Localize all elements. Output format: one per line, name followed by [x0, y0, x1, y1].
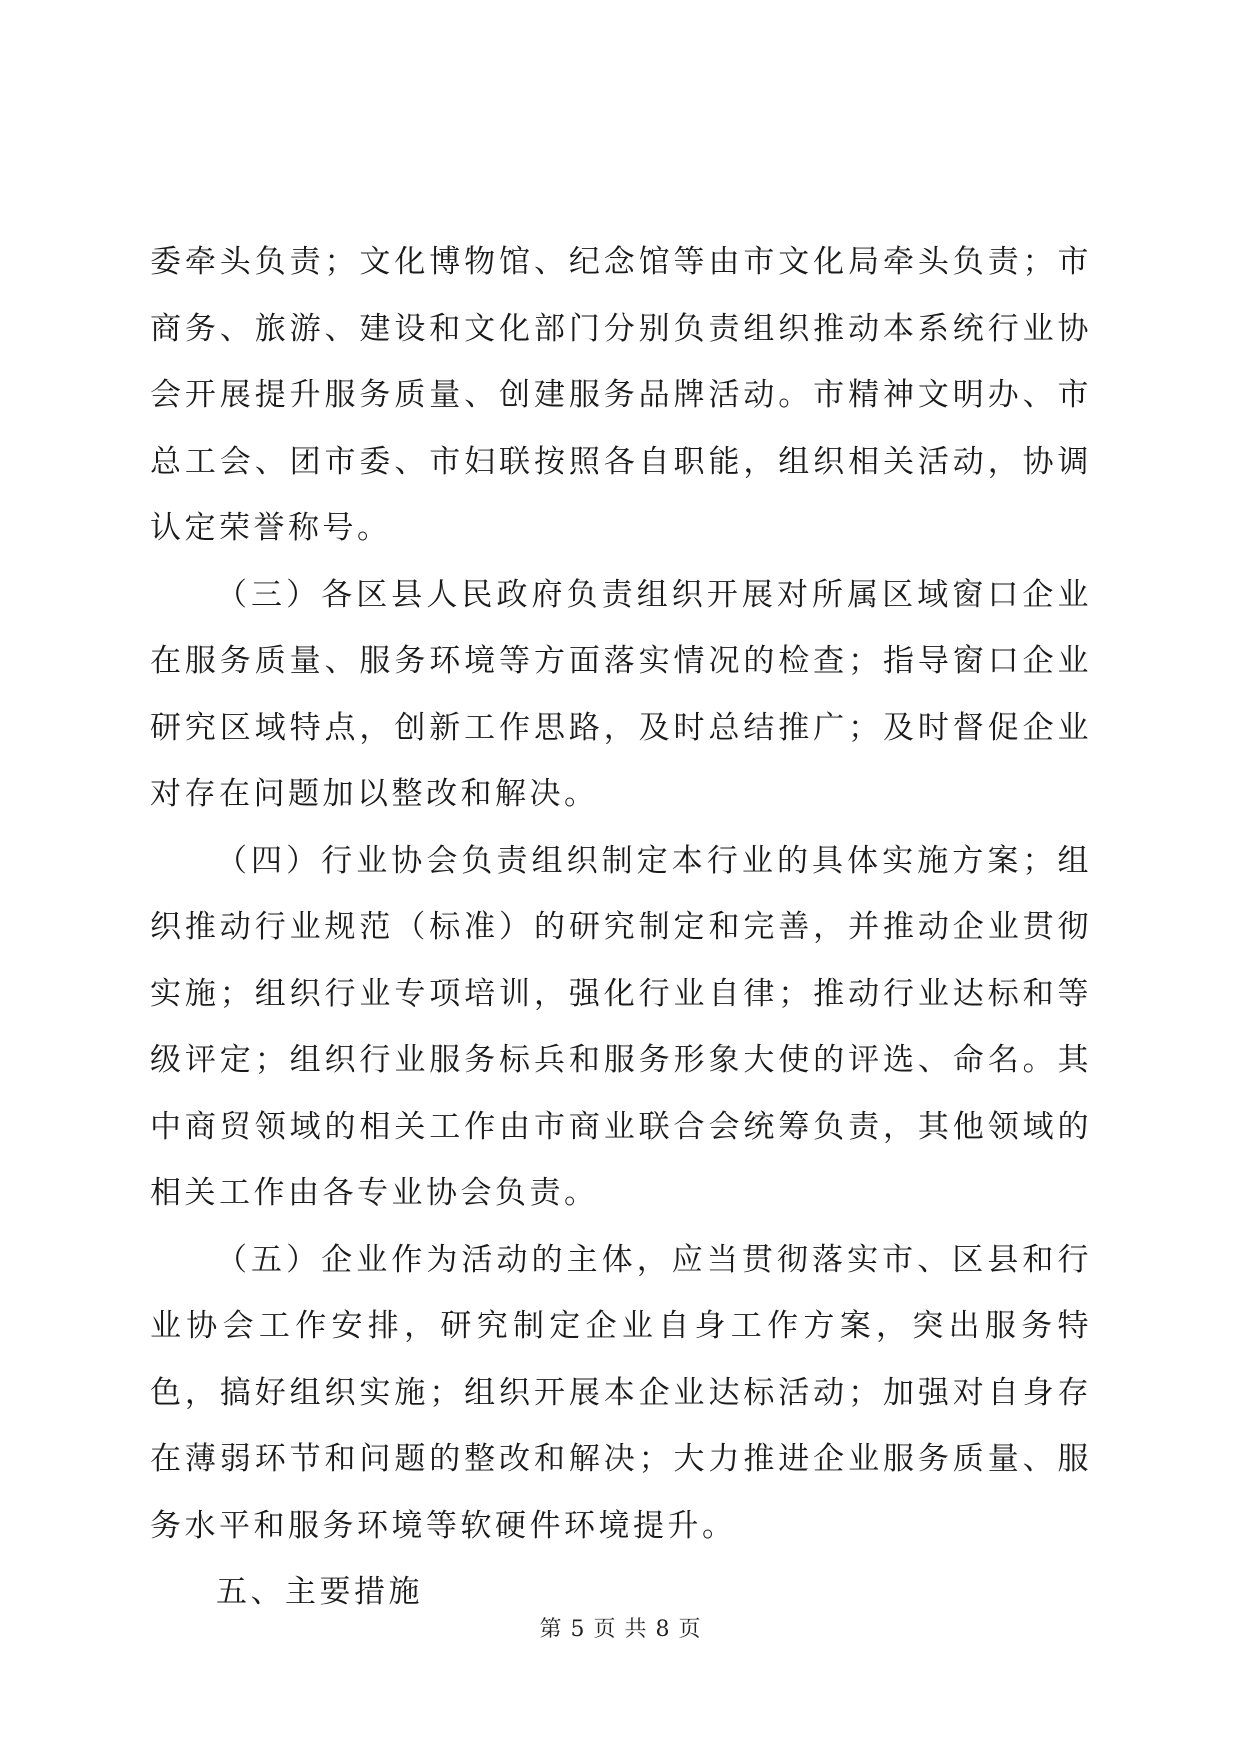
section-heading-main-measures: 五、主要措施 [216, 1574, 423, 1610]
paragraph-section-four: （四）行业协会负责组织制定本行业的具体实施方案；组织推动行业规范（标准）的研究制定和完善，并推动企业贯彻实施；组织行业专项培训，强化行业自律；推动行业达标和等级评定；组织行业服务标兵和服务形象大使的评选、命名。其中商贸领域的相关工作由市商业联合会统筹负责，其他领域的相关工作由各专业协会负责。 [150, 842, 1092, 1211]
paragraph-continuation: 委牵头负责；文化博物馆、纪念馆等由市文化局牵头负责；市商务、旅游、建设和文化部门分别负责组织推动本系统行业协会开展提升服务质量、创建服务品牌活动。市精神文明办、市总工会、团市委、市妇联按照各自职能，组织相关活动，协调认定荣誉称号。 [150, 244, 1092, 546]
paragraph-section-three: （三）各区县人民政府负责组织开展对所属区域窗口企业在服务质量、服务环境等方面落实情况的检查；指导窗口企业研究区域特点，创新工作思路，及时总结推广；及时督促企业对存在问题加以整改和解决。 [150, 576, 1092, 812]
page-number-footer: 第 5 页 共 8 页 [539, 1617, 702, 1642]
paragraph-section-five: （五）企业作为活动的主体，应当贯彻落实市、区县和行业协会工作安排，研究制定企业自身工作方案，突出服务特色，搞好组织实施；组织开展本企业达标活动；加强对自身存在薄弱环节和问题的整改和解决；大力推进企业服务质量、服务水平和服务环境等软硬件环境提升。 [150, 1241, 1092, 1544]
document-body [150, 229, 1092, 1626]
